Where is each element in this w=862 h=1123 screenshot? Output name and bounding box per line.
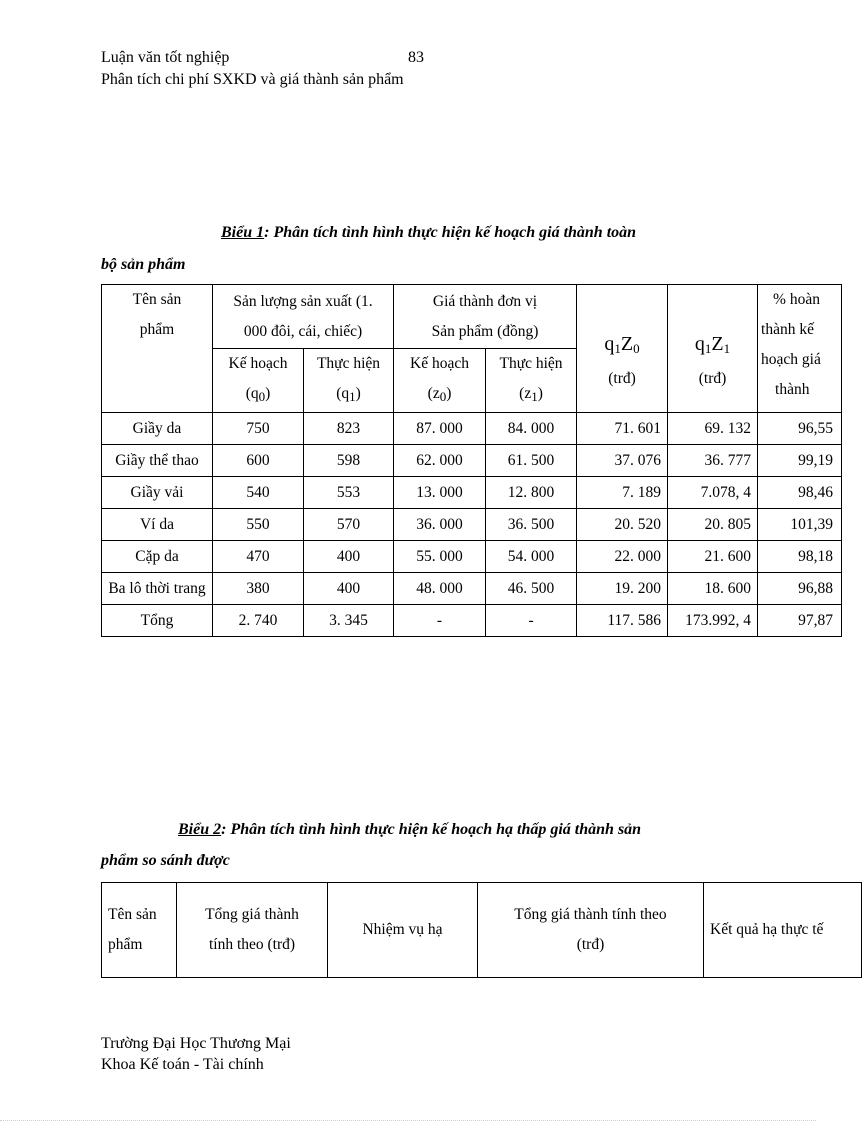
header-q1z0: $q_1Z_0$ (trđ) (577, 285, 668, 413)
cell-q1z0: 71. 601 (577, 413, 668, 445)
school-label: Trường Đại Học Thương Mại (101, 1035, 291, 1052)
cell-q0: 550 (213, 509, 304, 541)
cell-q1: 553 (304, 477, 394, 509)
table2-title-line2: phẩm so sánh được (101, 852, 230, 869)
header-output: Sản lượng sản xuất (1. 000 đôi, cái, chiếc) (213, 285, 394, 349)
cell-name: Giầy vải (102, 477, 213, 509)
cell-q0: 2. 740 (213, 605, 304, 637)
table1-title-rest: : Phân tích tình hình thực hiện kế hoạch giá thành toàn (264, 224, 637, 241)
table1-title (221, 224, 636, 242)
table-row (102, 509, 842, 541)
cell-z1: 46. 500 (486, 573, 577, 605)
cell-q1z1: 36. 777 (668, 445, 758, 477)
cell-q1: 570 (304, 509, 394, 541)
table-row (102, 477, 842, 509)
faculty-label: Khoa Kế toán - Tài chính (101, 1056, 264, 1073)
cell-z0: 48. 000 (394, 573, 486, 605)
cell-q0: 470 (213, 541, 304, 573)
cell-name: Giầy thể thao (102, 445, 213, 477)
cell-q1z0: 19. 200 (577, 573, 668, 605)
cell-z0: 13. 000 (394, 477, 486, 509)
cell-z0: - (394, 605, 486, 637)
cell-q1: 598 (304, 445, 394, 477)
cost-reduction-table (101, 882, 862, 978)
cell-q1z1: 20. 805 (668, 509, 758, 541)
table1-title-line2: bộ sản phẩm (101, 256, 186, 273)
cell-z1: 61. 500 (486, 445, 577, 477)
page-number: 83 (408, 49, 424, 66)
cell-q1z1: 7.078, 4 (668, 477, 758, 509)
cell-name: Giầy da (102, 413, 213, 445)
table-row (102, 605, 842, 637)
header-q1z1: $q_1Z_1$ (trđ) (668, 285, 758, 413)
cell-pct: 96,55 (758, 413, 842, 445)
cell-q1z0: 37. 076 (577, 445, 668, 477)
cell-pct: 99,19 (758, 445, 842, 477)
cell-pct: 97,87 (758, 605, 842, 637)
cell-name: Cặp da (102, 541, 213, 573)
t2-header-total2: Tổng giá thành tính theo (trđ) (478, 883, 704, 978)
header-z0: Kế hoạch $(z_0)$ (394, 349, 486, 413)
cell-z1: - (486, 605, 577, 637)
cell-q1z0: 20. 520 (577, 509, 668, 541)
cell-pct: 98,46 (758, 477, 842, 509)
cell-q1z0: 22. 000 (577, 541, 668, 573)
cell-z0: 62. 000 (394, 445, 486, 477)
header-z1: Thực hiện $(z_1)$ (486, 349, 577, 413)
t2-header-product: Tên sản phẩm (102, 883, 177, 978)
cell-q1z1: 21. 600 (668, 541, 758, 573)
header-product: Tên sản phẩm (102, 285, 213, 413)
cell-q0: 600 (213, 445, 304, 477)
thesis-label: Luận văn tốt nghiệp (101, 49, 230, 66)
table-row (102, 445, 842, 477)
cell-pct: 101,39 (758, 509, 842, 541)
table2-title-rest: : Phân tích tình hình thực hiện kế hoạch hạ thấp giá thành sản (221, 821, 642, 838)
table-row (102, 541, 842, 573)
header-percent: % hoàn thành kế hoạch giá thành (758, 285, 842, 413)
header-unit-price: Giá thành đơn vị Sản phẩm (đồng) (394, 285, 577, 349)
cell-q1: 400 (304, 573, 394, 605)
cell-z1: 12. 800 (486, 477, 577, 509)
t2-header-result: Kết quả hạ thực tế (704, 883, 862, 978)
cell-q1: 823 (304, 413, 394, 445)
subject-label: Phân tích chi phí SXKD và giá thành sản phẩm (101, 71, 404, 88)
cell-z0: 36. 000 (394, 509, 486, 541)
cell-name: Tổng (102, 605, 213, 637)
cell-z1: 84. 000 (486, 413, 577, 445)
cell-q0: 380 (213, 573, 304, 605)
cell-pct: 98,18 (758, 541, 842, 573)
table-row (102, 413, 842, 445)
cell-q1: 400 (304, 541, 394, 573)
cell-name: Ví da (102, 509, 213, 541)
cell-q1z0: 7. 189 (577, 477, 668, 509)
cell-pct: 96,88 (758, 573, 842, 605)
table-row (102, 573, 842, 605)
cell-z1: 36. 500 (486, 509, 577, 541)
t2-header-total: Tổng giá thành tính theo (trđ) (177, 883, 328, 978)
cell-name: Ba lô thời trang (102, 573, 213, 605)
cell-q1z1: 69. 132 (668, 413, 758, 445)
cell-z1: 54. 000 (486, 541, 577, 573)
table2-title (178, 821, 641, 839)
cell-q1z0: 117. 586 (577, 605, 668, 637)
cell-q0: 750 (213, 413, 304, 445)
table1-title-prefix: Biểu 1 (221, 224, 265, 241)
table2-title-prefix: Biểu 2 (178, 821, 222, 838)
cell-z0: 87. 000 (394, 413, 486, 445)
cell-q1: 3. 345 (304, 605, 394, 637)
cell-q1z1: 173.992, 4 (668, 605, 758, 637)
cell-q0: 540 (213, 477, 304, 509)
page-bottom-rule (0, 1120, 816, 1121)
cost-plan-table (101, 284, 842, 637)
t2-header-task: Nhiệm vụ hạ (328, 883, 478, 978)
cell-z0: 55. 000 (394, 541, 486, 573)
cell-q1z1: 18. 600 (668, 573, 758, 605)
header-q1: Thực hiện $(q_1)$ (304, 349, 394, 413)
header-q0: Kế hoạch $(q_0)$ (213, 349, 304, 413)
